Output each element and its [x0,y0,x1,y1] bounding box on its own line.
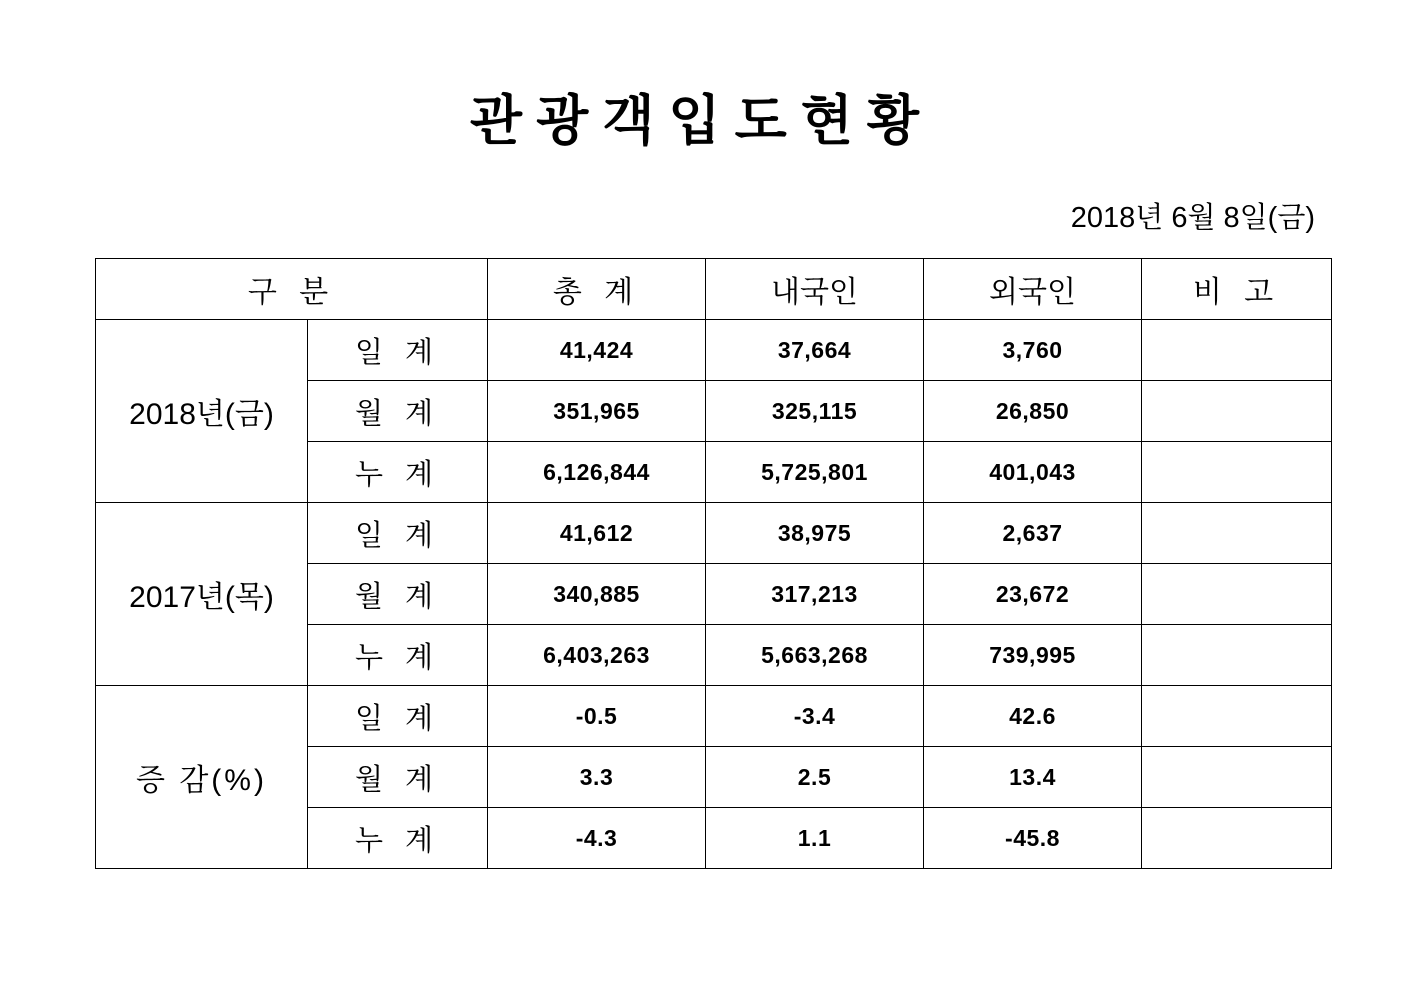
cell-total: -4.3 [488,808,706,869]
cell-total: 351,965 [488,381,706,442]
cell-domestic: 5,725,801 [706,442,924,503]
cell-foreign: -45.8 [924,808,1142,869]
cell-foreign: 401,043 [924,442,1142,503]
cell-note [1142,320,1332,381]
cell-total: 41,424 [488,320,706,381]
table-row [96,686,1332,747]
cell-foreign: 26,850 [924,381,1142,442]
table-container [0,236,1403,869]
cell-domestic: 5,663,268 [706,625,924,686]
cell-domestic: 1.1 [706,808,924,869]
cell-total: 41,612 [488,503,706,564]
header-category: 구 분 [96,259,488,320]
row-label-daily: 일 계 [308,320,488,381]
table-row [96,503,1332,564]
cell-domestic: 38,975 [706,503,924,564]
cell-foreign: 23,672 [924,564,1142,625]
header-foreign: 외국인 [924,259,1142,320]
row-label-cumulative: 누 계 [308,625,488,686]
table-row [96,320,1332,381]
cell-domestic: 325,115 [706,381,924,442]
report-date: 2018년 6월 8일(금) [1070,202,1315,235]
cell-note [1142,564,1332,625]
cell-total: 6,403,263 [488,625,706,686]
header-domestic: 내국인 [706,259,924,320]
header-total: 총 계 [488,259,706,320]
group-label-2017: 2017년(목) [96,503,308,686]
group-label-change: 증 감(%) [96,686,308,869]
cell-note [1142,503,1332,564]
group-label-2018: 2018년(금) [96,320,308,503]
tourist-arrivals-table [95,258,1332,869]
row-label-daily: 일 계 [308,503,488,564]
row-label-monthly: 월 계 [308,564,488,625]
cell-domestic: 2.5 [706,747,924,808]
cell-domestic: 317,213 [706,564,924,625]
cell-note [1142,625,1332,686]
cell-note [1142,808,1332,869]
row-label-cumulative: 누 계 [308,808,488,869]
cell-foreign: 2,637 [924,503,1142,564]
row-label-monthly: 월 계 [308,747,488,808]
page-title: 관광객입도현황 [469,91,934,151]
cell-foreign: 3,760 [924,320,1142,381]
cell-domestic: -3.4 [706,686,924,747]
cell-domestic: 37,664 [706,320,924,381]
cell-note [1142,442,1332,503]
cell-note [1142,686,1332,747]
cell-total: 340,885 [488,564,706,625]
cell-total: -0.5 [488,686,706,747]
table-header-row [96,259,1332,320]
row-label-cumulative: 누 계 [308,442,488,503]
cell-foreign: 42.6 [924,686,1142,747]
cell-note [1142,381,1332,442]
cell-total: 6,126,844 [488,442,706,503]
cell-total: 3.3 [488,747,706,808]
row-label-daily: 일 계 [308,686,488,747]
cell-foreign: 739,995 [924,625,1142,686]
cell-foreign: 13.4 [924,747,1142,808]
cell-note [1142,747,1332,808]
header-note: 비 고 [1142,259,1332,320]
row-label-monthly: 월 계 [308,381,488,442]
